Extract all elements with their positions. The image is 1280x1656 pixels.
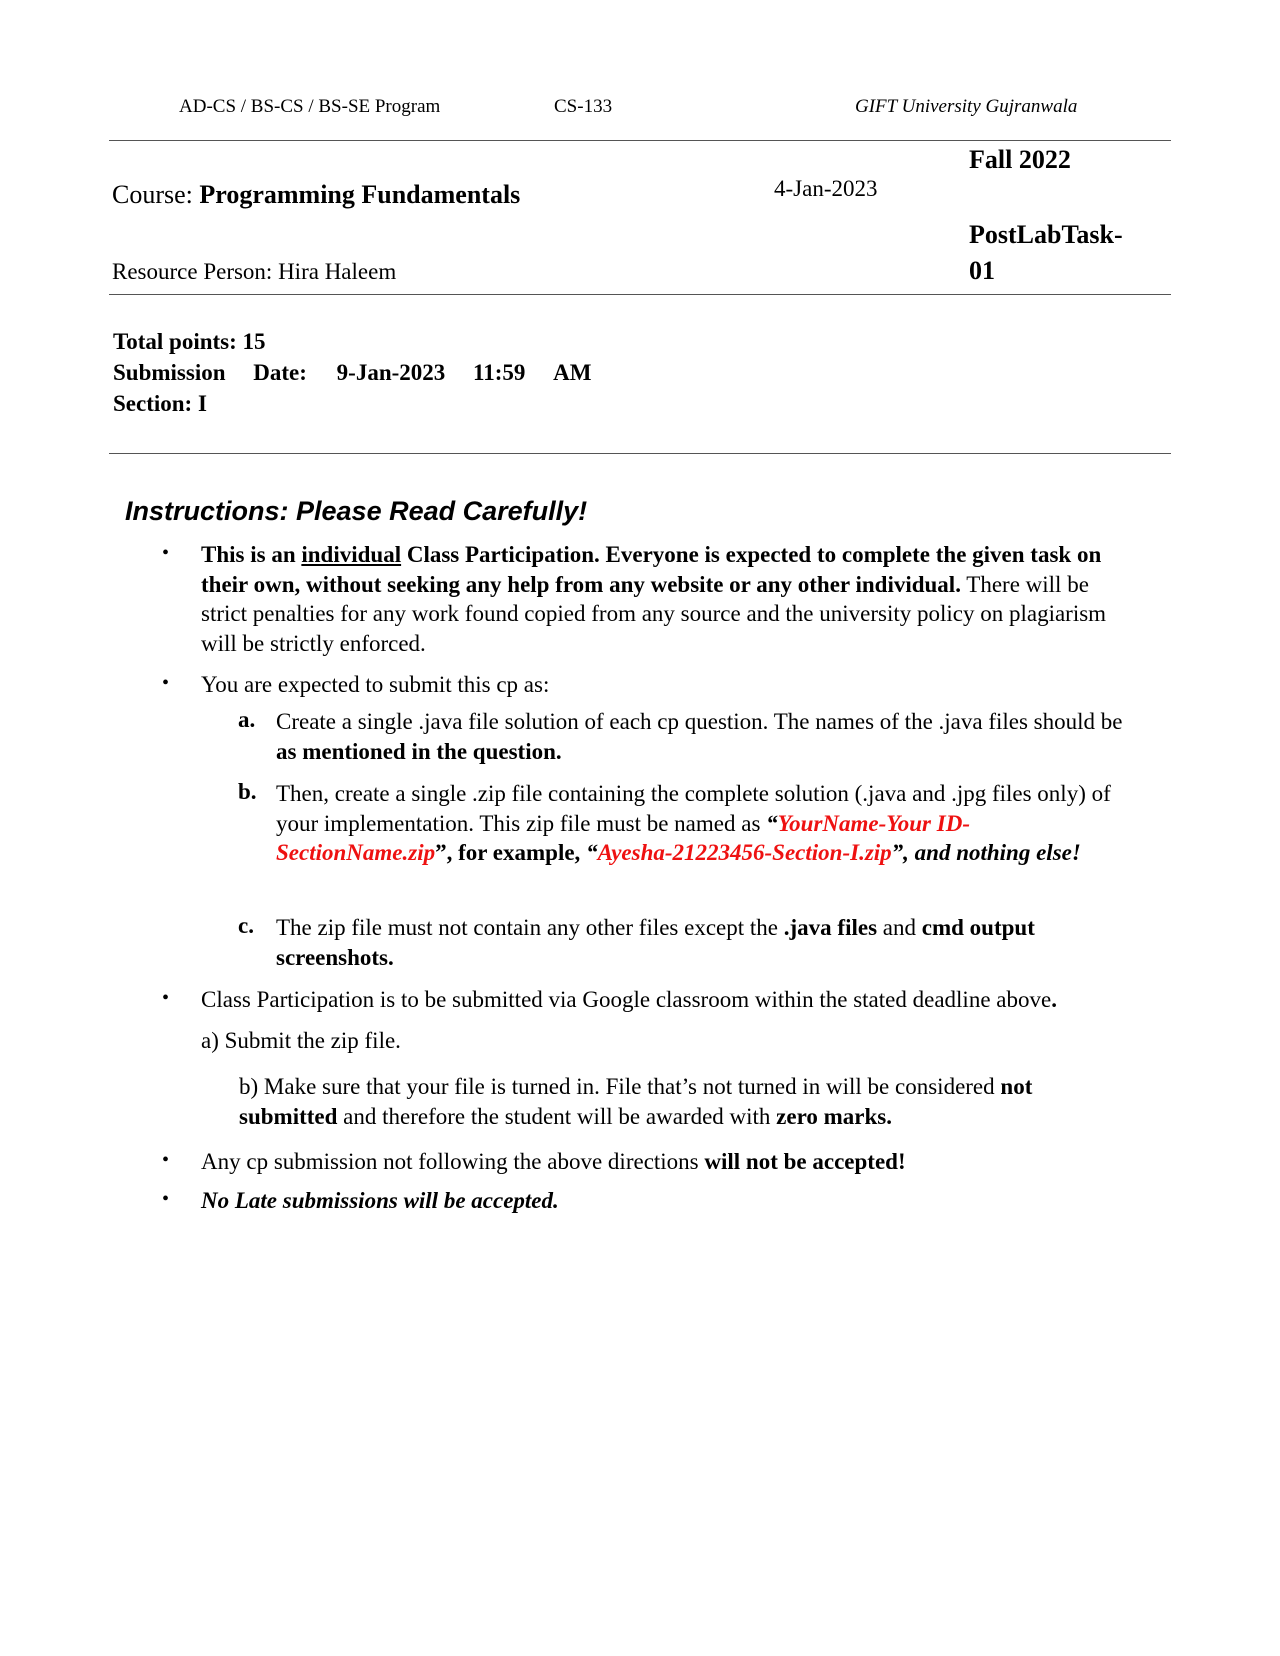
course-code: CS-133 [554, 96, 613, 117]
term: Fall 2022 [969, 145, 1071, 174]
c-text1: The zip file must not contain any other files except the [276, 915, 784, 940]
bullet-icon: • [162, 672, 170, 694]
course-name: Programming Fundamentals [199, 180, 521, 209]
c-bold1: .java files [783, 915, 878, 940]
issue-date: 4-Jan-2023 [774, 176, 878, 201]
c-text2: and [877, 915, 922, 940]
sub-label-c: c. [238, 913, 254, 938]
b1-normal: There will be strict penalties for any work found copied from any source and the university policy on plagiarism will be strictly enforced. [201, 571, 1107, 656]
bullet-icon: • [162, 1188, 170, 1210]
task-name [969, 217, 1169, 289]
submission-date-value: 9-Jan-2023 [336, 360, 446, 385]
b3b-text2: and therefore the student will be awarded with [337, 1103, 777, 1129]
instruction-no-late: No Late submissions will be accepted. [201, 1188, 559, 1213]
b1-bold-rest: Class Participation. Everyone is expected to complete the given task on their own, without seeking any help from any website or any other individual. [201, 542, 1102, 597]
task-name-line2: 01 [969, 256, 995, 285]
a-text: Create a single .java file solution of each cp question. The names of the .java files should be [276, 709, 1123, 734]
b4-text: Any cp submission not following the above directions [201, 1149, 705, 1174]
submission-ampm: AM [553, 360, 592, 385]
b-red-example: Ayesha-21223456-Section-I.zip [597, 840, 892, 865]
submission-date [113, 360, 592, 386]
section: Section: I [113, 391, 207, 416]
task-name-line1: PostLabTask- [969, 220, 1123, 249]
resource-person: Resource Person: Hira Haleem [112, 259, 397, 284]
program-name: AD-CS / BS-CS / BS-SE Program [179, 96, 441, 117]
university-name: GIFT University Gujranwala [855, 96, 1078, 117]
instruction-directions [201, 1147, 906, 1177]
top-divider [109, 140, 1171, 141]
bullet-icon: • [162, 987, 170, 1009]
b-red-name-format: YourName-Your ID-SectionName.zip [276, 810, 970, 865]
b1-pre: This is an [201, 542, 302, 567]
submission-label: Submission [113, 360, 226, 385]
instruction-turned-in [239, 1072, 1119, 1131]
b-text: Then, create a single .zip file containing the complete solution (.java and .jpg files only) of your implementation. This zip file must be named as [276, 781, 1111, 836]
sub-label-a: a. [238, 707, 256, 732]
b-mid: ”, for example, [435, 840, 587, 865]
instruction-google-classroom [201, 985, 1161, 1015]
c-bold2: cmd output screenshots. [276, 915, 1035, 970]
course-divider [109, 294, 1171, 295]
course-label: Course: [112, 180, 200, 209]
b1-underline: individual [301, 542, 402, 567]
b3b-bold2: zero marks. [776, 1103, 892, 1129]
instructions-title: Instructions: Please Read Carefully! [125, 496, 588, 526]
b4-bold: will not be accepted! [704, 1149, 906, 1174]
instruction-c [276, 913, 1116, 972]
course-title [112, 180, 520, 210]
instruction-submit-as: You are expected to submit this cp as: [201, 672, 550, 697]
b-end: ”, and nothing else! [891, 840, 1081, 865]
instruction-individual [201, 540, 1131, 658]
submission-time: 11:59 [473, 360, 526, 385]
instruction-b [276, 779, 1138, 868]
date-label: Date: [253, 360, 307, 385]
b-quote-open: “ [766, 810, 778, 836]
meta-divider [109, 453, 1171, 454]
b3b-bold1: not submitted [239, 1074, 1033, 1129]
instruction-a [276, 707, 1136, 766]
total-points: Total points: 15 [113, 329, 266, 354]
bullet-icon: • [162, 542, 170, 564]
b3b-text: b) Make sure that your file is turned in. File that’s not turned in will be considered [239, 1074, 1001, 1099]
bullet-icon: • [162, 1149, 170, 1171]
b-quote-open-2: “ [586, 840, 598, 865]
b3-text: Class Participation is to be submitted via Google classroom within the stated deadline above [201, 987, 1052, 1012]
b3-dot: . [1051, 987, 1057, 1012]
a-bold: as mentioned in the question. [276, 738, 562, 764]
sub-label-b: b. [238, 779, 257, 804]
instruction-submit-zip: a) Submit the zip file. [201, 1028, 401, 1053]
